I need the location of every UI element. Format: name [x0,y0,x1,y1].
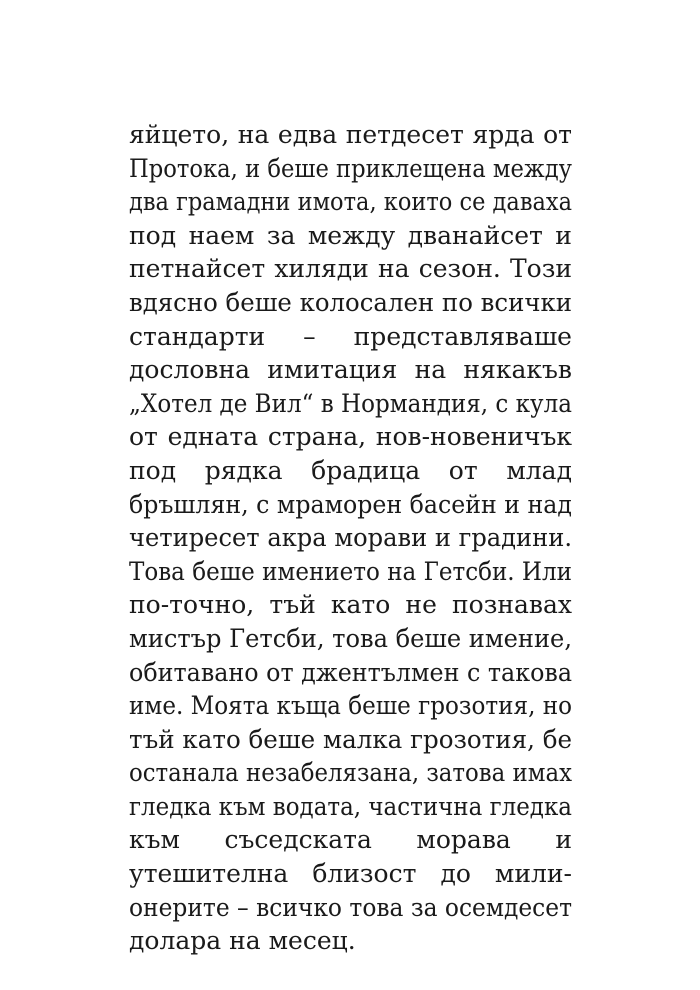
text-line: „Хотел де Вил“ в Нормандия, с кула [129,388,572,418]
text-line: по-точно, тъй като не познавах [129,590,573,620]
text-line: утешителна близост до мили- [129,859,572,889]
text-line: долара на месец. [129,926,356,956]
text-line: име. Моята къща беше грозотия, но [129,691,573,721]
text-line: към съседската морава и [129,825,572,855]
text-line: тъй като беше малка грозотия, бе [129,724,573,754]
text-line: два грамадни имота, които се даваха [129,187,572,217]
body-paragraph [129,118,572,958]
text-line: под наем за между дванайсет и [129,220,572,250]
text-line: яйцето, на едва петдесет ярда от [129,120,573,149]
text-line: вдясно беше колосален по всички [129,287,572,317]
text-line: четиресет акра морави и градини. [129,523,573,553]
text-line: останала незабелязана, затова имах [129,758,572,788]
text-line: петнайсет хиляди на сезон. Този [129,254,573,284]
text-line: под рядка брадица от млад [129,455,572,485]
text-line: Протока, и беше приклещена между [129,153,573,183]
text-line: стандарти – представляваше [129,321,572,351]
text-line: гледка към водата, частична гледка [129,791,572,821]
text-line: онерите – всичко това за осемдесет [129,892,572,922]
text-line: обитавано от джентълмен с такова [129,657,572,687]
text-line: мистър Гетсби, това беше имение, [129,623,572,653]
text-line: бръшлян, с мраморен басейн и над [129,489,572,519]
text-line: дословна имитация на някакъв [129,355,573,385]
text-line: Това беше имението на Гетсби. Или [129,556,572,586]
text-line: от едната страна, нов-новеничък [129,422,573,452]
